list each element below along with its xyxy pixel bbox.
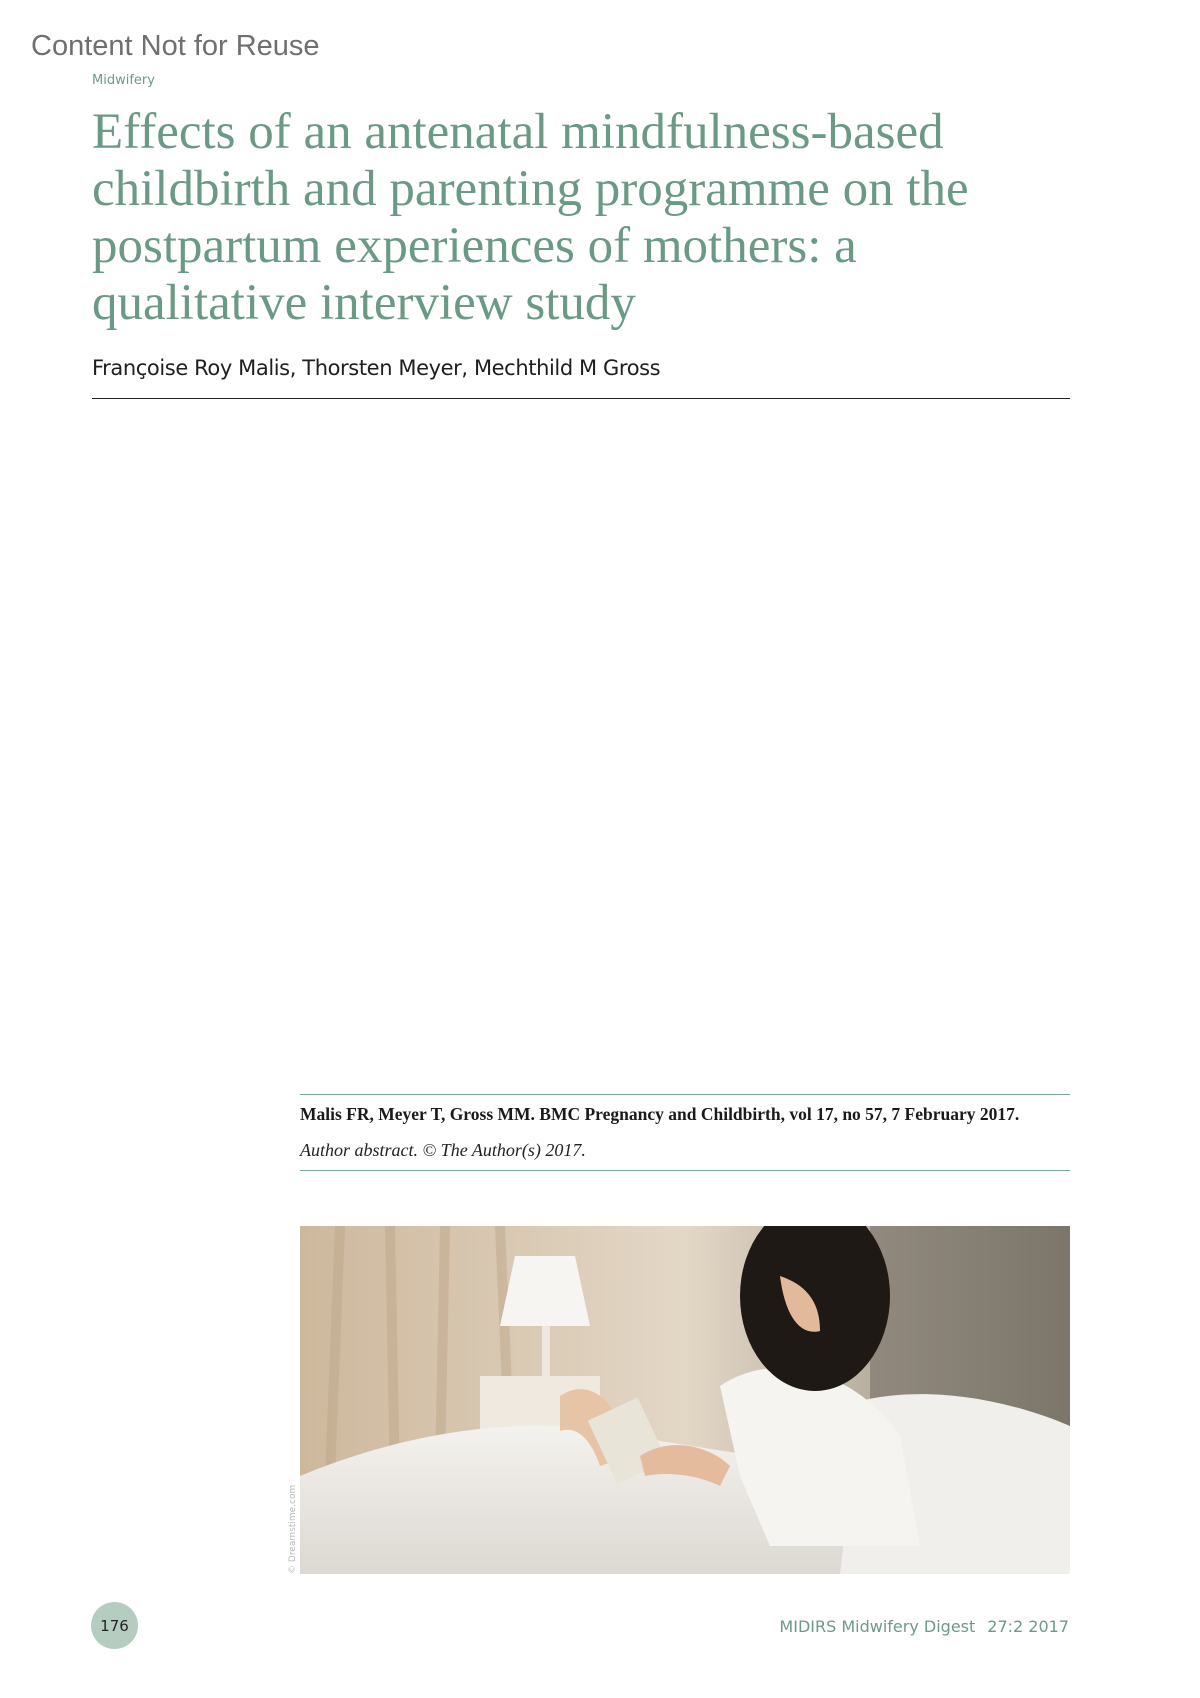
citation-top-rule (300, 1094, 1070, 1095)
section-label: Midwifery (92, 73, 155, 88)
photo-credit: © Dreamstime.com (288, 1484, 298, 1574)
article-photo (300, 1226, 1070, 1574)
citation-bottom-rule (300, 1170, 1070, 1171)
citation-text: Malis FR, Meyer T, Gross MM. BMC Pregnancy and Childbirth, vol 17, no 57, 7 February 2017. (300, 1104, 1020, 1124)
watermark-text: Content Not for Reuse (31, 30, 320, 62)
journal-footer (779, 1617, 1069, 1636)
page-number: 176 (100, 1616, 129, 1635)
page-number-badge (91, 1602, 138, 1649)
article-title: Effects of an antenatal mindfulness-based childbirth and parenting programme on the postpartum experiences of mothers: a qualitative interview study (92, 104, 969, 331)
journal-name: MIDIRS Midwifery Digest (779, 1617, 976, 1636)
abstract-note: Author abstract. © The Author(s) 2017. (300, 1140, 586, 1160)
author-list: Françoise Roy Malis, Thorsten Meyer, Mechthild M Gross (92, 356, 661, 380)
title-divider (92, 398, 1070, 399)
journal-issue: 27:2 2017 (987, 1617, 1069, 1636)
